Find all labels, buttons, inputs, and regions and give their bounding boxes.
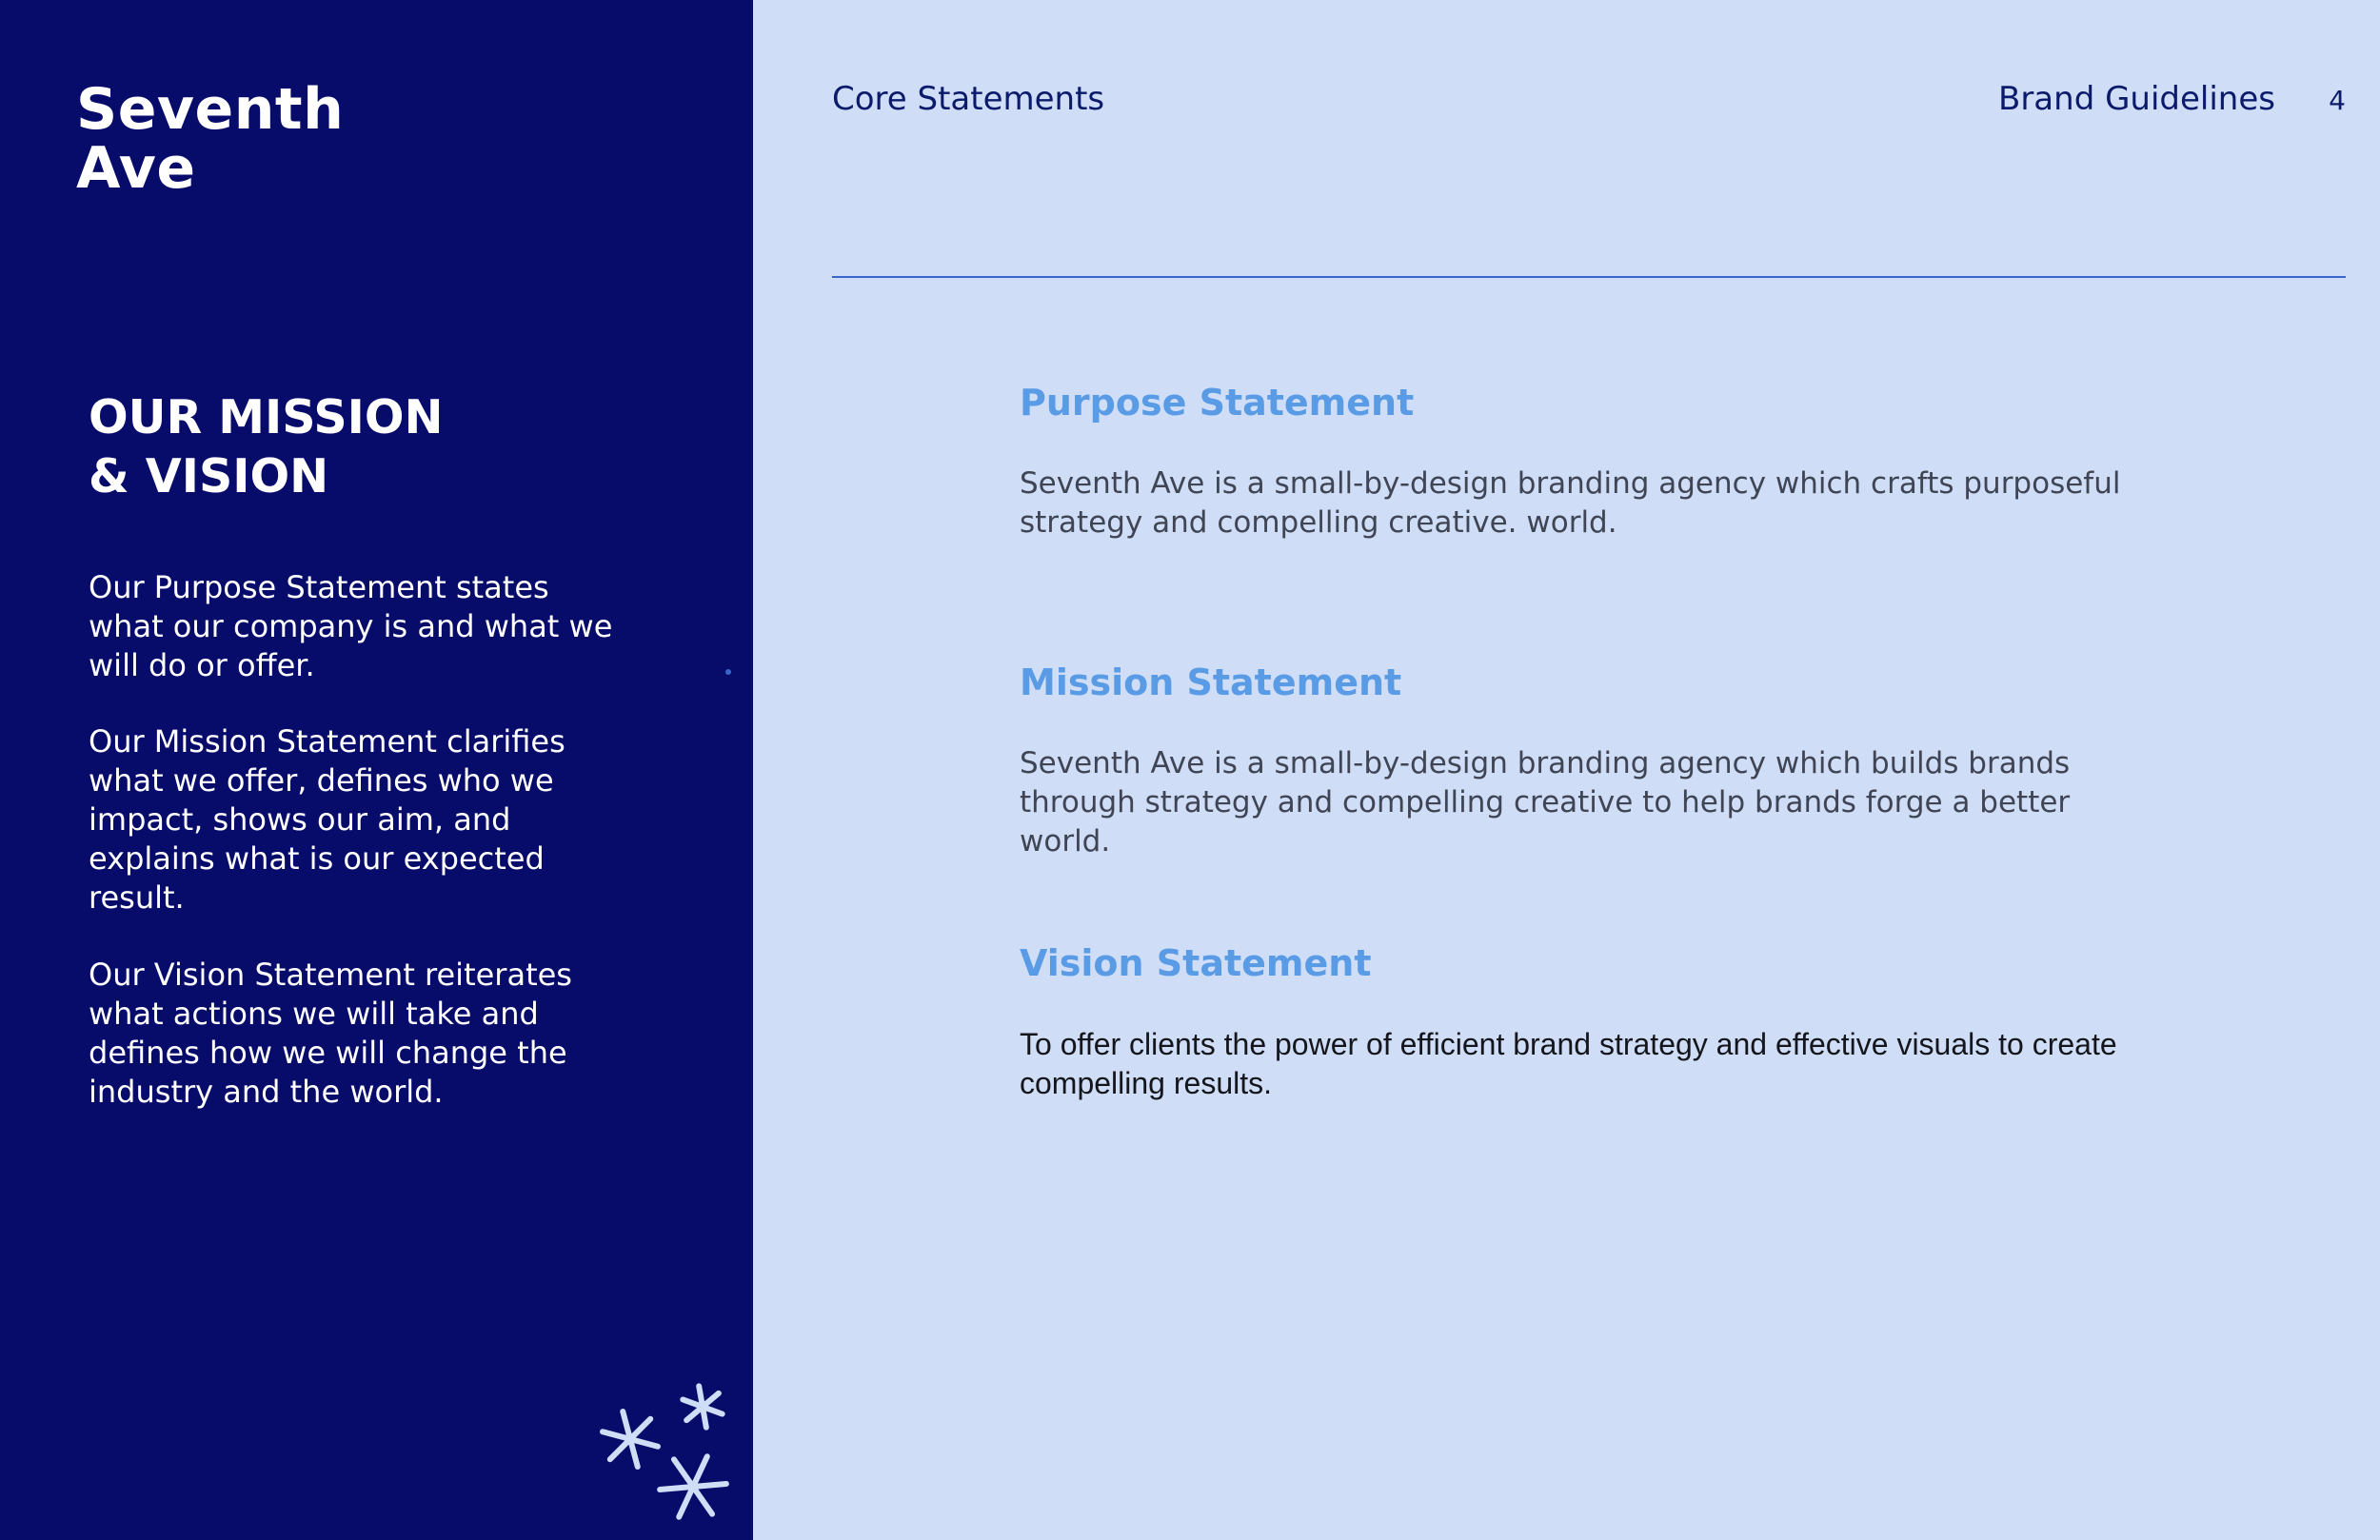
- purpose-statement-title: Purpose Statement: [1020, 382, 1415, 424]
- section-heading: [89, 388, 660, 506]
- section-heading-line2: & VISION: [89, 449, 329, 503]
- document-title: Brand Guidelines: [1998, 80, 2275, 118]
- page-number: 4: [2329, 85, 2346, 116]
- intro-paragraph-mission: Our Mission Statement clarifies what we offer, defines who we impact, shows our aim, and explains what is our expected result.: [89, 723, 565, 916]
- mission-statement-title: Mission Statement: [1020, 661, 1402, 703]
- sidebar-panel: [0, 0, 753, 1540]
- brand-logo-line1: Seventh: [76, 76, 345, 143]
- brand-logo: [76, 76, 457, 202]
- mission-statement-body: Seventh Ave is a small-by-design branding agency which builds brands through strategy and compelling creative to help brands forge a better world.: [1020, 746, 2071, 859]
- vision-statement-body: To offer clients the power of efficient brand strategy and effective visuals to create compelling results.: [1020, 1027, 2117, 1100]
- section-label: Core Statements: [832, 80, 1105, 118]
- section-heading-line1: OUR MISSION: [89, 390, 444, 444]
- intro-paragraph-vision: Our Vision Statement reiterates what actions we will take and defines how we will change the industry and the world.: [89, 957, 572, 1110]
- brand-logo-line2: Ave: [76, 135, 196, 202]
- purpose-statement-body: Seventh Ave is a small-by-design branding agency which crafts purposeful strategy and compelling creative. world.: [1020, 466, 2121, 540]
- decorative-dot: [725, 669, 731, 675]
- sparkle-stars-icon: [590, 1371, 733, 1532]
- intro-paragraph-purpose: Our Purpose Statement states what our company is and what we will do or offer.: [89, 569, 613, 683]
- header-divider: [832, 276, 2346, 278]
- vision-statement-title: Vision Statement: [1020, 942, 1372, 984]
